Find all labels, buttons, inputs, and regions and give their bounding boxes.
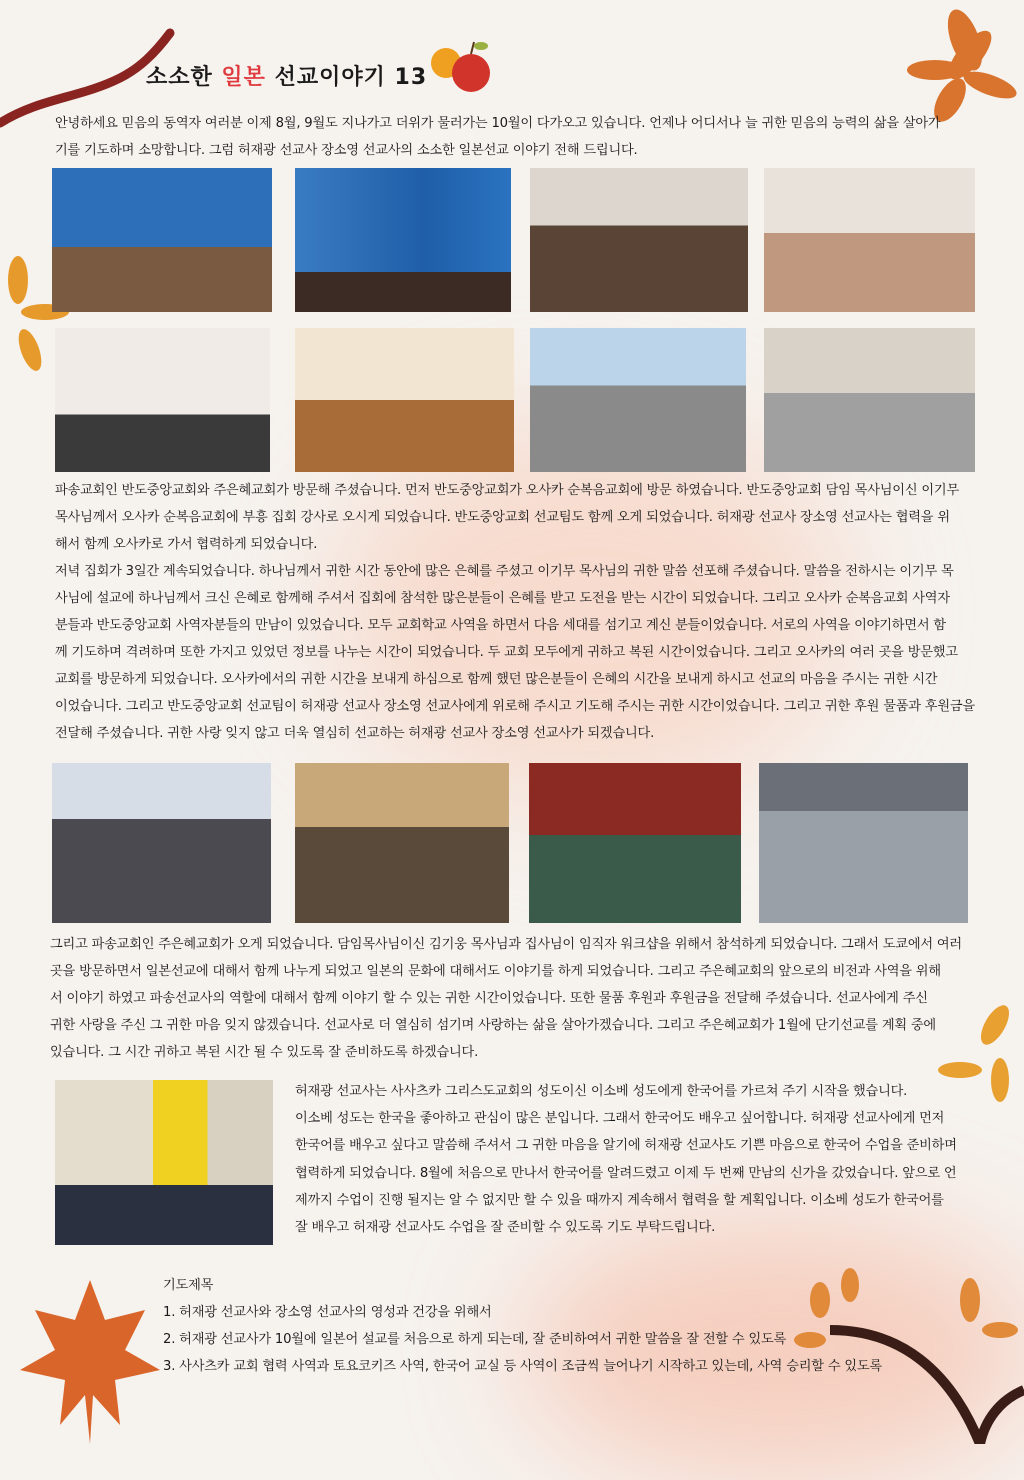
intro-line: 기를 기도하며 소망합니다. 그럼 허재광 선교사 장소영 선교사의 소소한 일본선교 이야기 전해 드립니다. xyxy=(55,143,638,158)
intro-line: 안녕하세요 믿음의 동역자 여러분 이제 8월, 9월도 지나가고 더위가 물러가는 10월이 다가오고 있습니다. 언제나 어디서나 늘 귀한 믿음의 능력의 삶을 살아가 xyxy=(55,116,941,131)
prayer-line: 1. 허재광 선교사와 장소영 선교사의 영성과 건강을 위해서 xyxy=(163,1305,492,1320)
section1-line: 사님에 설교에 하나님께서 크신 은혜로 함께해 주셔서 집회에 참석한 많은분들이 은혜를 받고 도전을 받는 시간이 되었습니다. 그리고 오사카 순복음교회 사역자 xyxy=(55,591,950,606)
section2-line: 곳을 방문하면서 일본선교에 대해서 함께 나누게 되었고 일본의 문화에 대해서도 이야기를 하게 되었습니다. 그리고 주은혜교회의 앞으로의 비전과 사역을 위해 xyxy=(50,964,941,979)
section1-line: 파송교회인 반도중앙교회와 주은혜교회가 방문해 주셨습니다. 먼저 반도중앙교회가 오사카 순복음교회에 방문 하였습니다. 반도중앙교회 담임 목사님이신 이기무 xyxy=(55,483,959,498)
photo-cafe xyxy=(295,763,509,923)
tree-branch-decoration xyxy=(790,1260,1024,1444)
apple-icon xyxy=(426,38,496,96)
photo-harbor-group xyxy=(530,328,746,472)
section1-line: 교회를 방문하게 되었습니다. 오사카에서의 귀한 시간을 보내게 하심으로 함께 했던 많은분들이 은혜의 시간을 보내게 하시고 선교의 마음을 주시는 귀한 시간 xyxy=(55,672,938,687)
section1-line: 해서 함께 오사카로 가서 협력하게 되었습니다. xyxy=(55,537,318,552)
maple-leaf-icon xyxy=(15,1275,165,1444)
section2-line: 귀한 사랑을 주신 그 귀한 마음 잊지 않겠습니다. 선교사로 더 열심히 섬기며 사랑하는 삶을 살아가겠습니다. 그리고 주은혜교회가 1월에 단기선교를 계획 중에 xyxy=(50,1018,936,1033)
section1-line: 께 기도하며 격려하며 또한 가지고 있었던 정보를 나누는 시간이 되었습니다. 두 교회 모두에게 귀하고 복된 시간이었습니다. 그리고 오사카의 여러 곳을 방문했고 xyxy=(55,645,958,660)
section2-line: 서 이야기 하였고 파송선교사의 역할에 대해서 함께 이야기 할 수 있는 귀한 시간이었습니다. 또한 물품 후원과 후원금을 전달해 주셨습니다. 선교사에게 주신 xyxy=(50,991,928,1006)
photo-church-interior xyxy=(295,328,514,472)
section1-line: 이었습니다. 그리고 반도중앙교회 선교팀이 허재광 선교사 장소영 선교사에게 위로해 주시고 기도해 주시는 귀한 시간이었습니다. 그리고 귀한 후원 물품과 후원금을 xyxy=(55,699,975,714)
newsletter-title xyxy=(146,60,427,91)
background-glow xyxy=(330,420,850,800)
prayer-line: 3. 사사츠카 교회 협력 사역과 토요코키즈 사역, 한국어 교실 등 사역이 조금씩 늘어나기 시작하고 있는데, 사역 승리할 수 있도록 xyxy=(163,1359,882,1374)
section3-line: 한국어를 배우고 싶다고 말씀해 주셔서 그 귀한 마음을 알기에 허재광 선교사도 기쁜 마음으로 한국어 수업을 준비하며 xyxy=(295,1138,957,1154)
section1-line: 분들과 반도중앙교회 사역자분들의 만남이 있었습니다. 모두 교회학교 사역을 하면서 다음 세대를 섬기고 계신 분들이었습니다. 서로의 사역을 이야기하면서 함 xyxy=(55,618,946,633)
section2-line: 그리고 파송교회인 주은혜교회가 오게 되었습니다. 담임목사님이신 김기웅 목사님과 집사님이 임직자 워크샵을 위해서 참석하게 되었습니다. 그래서 도쿄에서 여러 xyxy=(50,937,962,952)
photo-group-children xyxy=(55,328,270,472)
photo-street-group xyxy=(764,328,975,472)
section3-line: 이소베 성도는 한국을 좋아하고 관심이 많은 분입니다. 그래서 한국어도 배우고 싶어합니다. 허재광 선교사에게 먼저 xyxy=(295,1111,945,1127)
photo-temple xyxy=(529,763,741,923)
section3-line: 협력하게 되었습니다. 8월에 처음으로 만나서 한국어를 알려드렸고 이제 두 번째 만남의 신가을 갔었습니다. 앞으로 언 xyxy=(295,1165,957,1181)
title-text: 선교이야기 13 xyxy=(265,65,428,90)
photo-dinner xyxy=(764,168,975,312)
photo-choir xyxy=(52,168,272,312)
section3-line: 잘 배우고 허재광 선교사도 수업을 잘 준비할 수 있도록 기도 부탁드립니다. xyxy=(295,1220,716,1235)
photo-airport xyxy=(759,763,968,923)
prayer-heading: 기도제목 xyxy=(163,1278,214,1293)
section1-line: 저녁 집회가 3일간 계속되었습니다. 하나님께서 귀한 시간 동안에 많은 은혜를 주셨고 이기무 목사님의 귀한 말씀 선포해 주셨습니다. 말씀을 전하시는 이기무 목 xyxy=(55,564,954,579)
section2-line: 있습니다. 그 시간 귀하고 복된 시간 될 수 있도록 잘 준비하도록 하겠습니다. xyxy=(50,1045,479,1060)
title-highlight: 일본 xyxy=(221,65,266,90)
title-text: 소소한 xyxy=(146,65,222,90)
section3-line: 제까지 수업이 진행 될지는 알 수 없지만 할 수 있을 때까지 계속해서 협력을 할 계획입니다. 이소베 성도가 한국어를 xyxy=(295,1192,944,1208)
autumn-leaf-icon xyxy=(935,1000,1024,1110)
photo-sermon xyxy=(295,168,511,312)
photo-korean-lesson xyxy=(55,1080,273,1245)
section1-line: 목사님께서 오사카 순복음교회에 부흥 집회 강사로 오시게 되었습니다. 반도중앙교회 선교팀도 함께 오게 되었습니다. 허재광 선교사 장소영 선교사는 협력을 위 xyxy=(55,510,950,525)
section1-line: 전달해 주셨습니다. 귀한 사랑 잊지 않고 더욱 열심히 선교하는 허재광 선교사 장소영 선교사가 되겠습니다. xyxy=(55,726,655,741)
prayer-line: 2. 허재광 선교사가 10월에 일본어 설교를 처음으로 하게 되는데, 잘 준비하여서 귀한 말씀을 잘 전할 수 있도록 xyxy=(163,1332,787,1347)
photo-meeting-room xyxy=(530,168,748,312)
section3-line: 허재광 선교사는 사사츠카 그리스도교회의 성도이신 이소베 성도에게 한국어를 가르쳐 주기 시작을 했습니다. xyxy=(295,1084,908,1099)
photo-station-selfie xyxy=(52,763,271,923)
